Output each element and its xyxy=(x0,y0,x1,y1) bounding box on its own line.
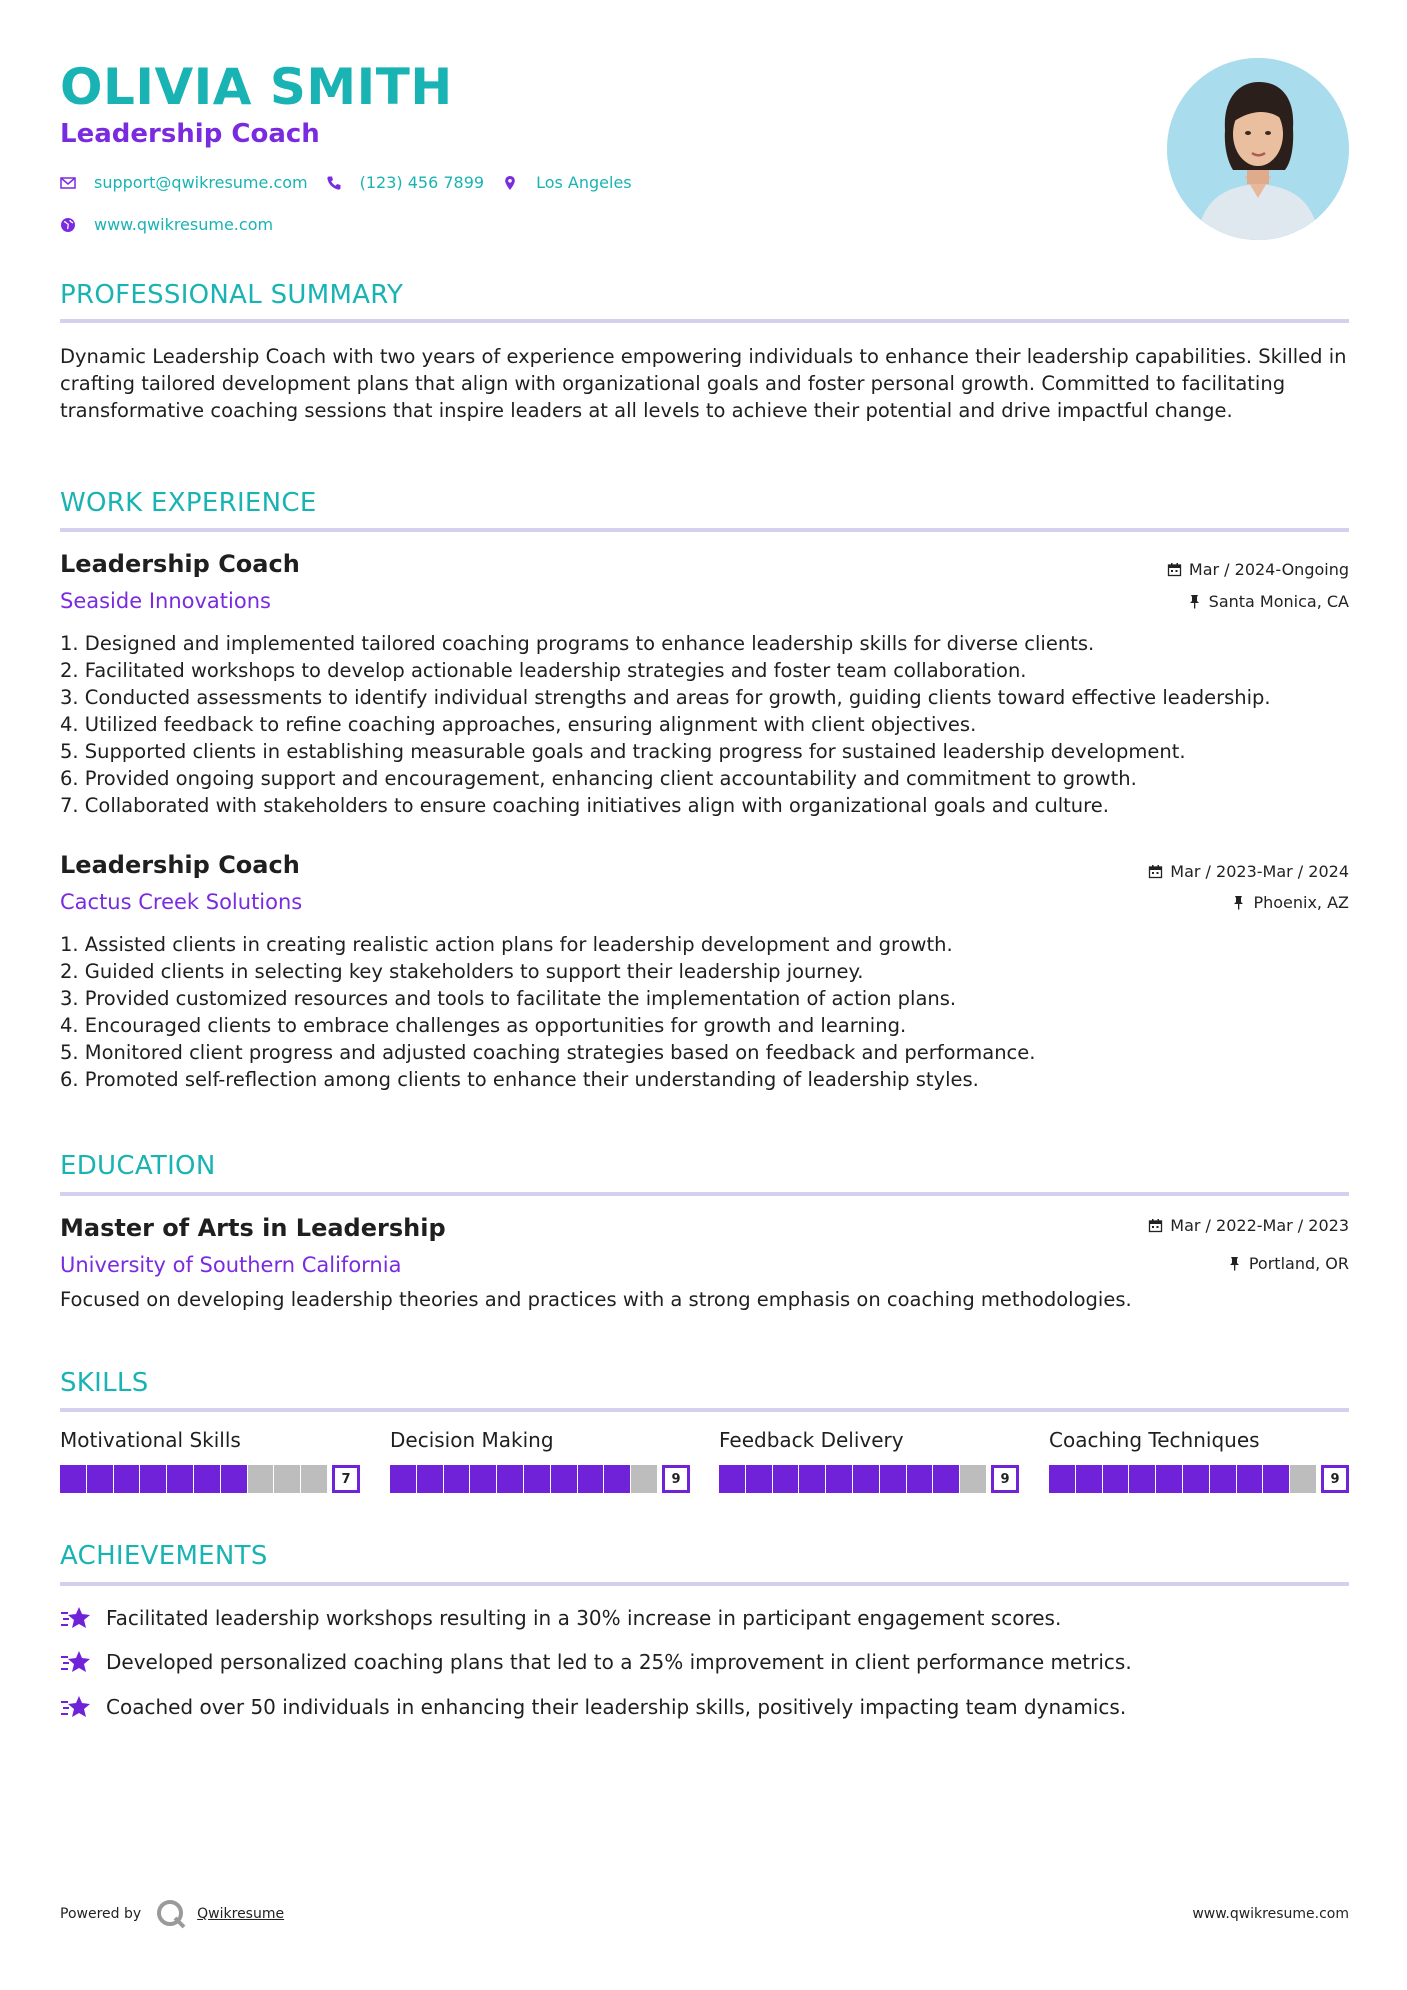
list-item: 7. Collaborated with stakeholders to ensure coaching initiatives align with organizational goals and culture. xyxy=(60,794,1109,817)
education-dates xyxy=(1148,1216,1349,1235)
contact-row xyxy=(60,173,650,192)
skill-level-bar xyxy=(1049,1464,1349,1494)
powered-by-label: Powered by xyxy=(60,1906,142,1922)
job-dates xyxy=(1167,560,1349,579)
skill-segment-filled xyxy=(578,1465,604,1493)
skill-segment-filled xyxy=(524,1465,550,1493)
skill-segment-empty xyxy=(631,1465,657,1493)
skill-segment-filled xyxy=(551,1465,577,1493)
achievements-heading: ACHIEVEMENTS xyxy=(60,1541,268,1571)
list-item: 1. Designed and implemented tailored coaching programs to enhance leadership skills for diverse clients. xyxy=(60,632,1095,655)
skill-score: 9 xyxy=(991,1465,1019,1493)
education-location xyxy=(1227,1254,1349,1273)
skill-segment-filled xyxy=(933,1465,959,1493)
job-dates-text: Mar / 2023-Mar / 2024 xyxy=(1170,862,1349,881)
list-item: 3. Provided customized resources and tools to facilitate the implementation of action plans. xyxy=(60,987,957,1010)
profile-photo xyxy=(1167,58,1349,240)
skill-level-bar xyxy=(719,1464,1019,1494)
qwikresume-logo-icon xyxy=(155,1898,187,1930)
degree-title: Master of Arts in Leadership xyxy=(60,1214,446,1242)
skill-segment-filled xyxy=(1156,1465,1182,1493)
skill-segment-filled xyxy=(221,1465,247,1493)
star-award-icon xyxy=(60,1648,92,1676)
footer-website[interactable]: www.qwikresume.com xyxy=(1192,1906,1349,1922)
qwikresume-link[interactable]: Qwikresume xyxy=(197,1906,285,1922)
map-pin-icon xyxy=(502,175,518,191)
skill-segment-filled xyxy=(390,1465,416,1493)
job-responsibilities xyxy=(60,931,1360,1093)
website-contact[interactable] xyxy=(60,215,273,234)
list-item: 2. Facilitated workshops to develop actionable leadership strategies and foster team collaboration. xyxy=(60,659,1027,682)
experience-heading: WORK EXPERIENCE xyxy=(60,488,317,518)
skill-segment-filled xyxy=(417,1465,443,1493)
skill-segment-filled xyxy=(826,1465,852,1493)
skill-segment-filled xyxy=(880,1465,906,1493)
skill-name: Decision Making xyxy=(390,1428,554,1452)
job-location xyxy=(1187,592,1349,611)
education-heading: EDUCATION xyxy=(60,1151,216,1181)
skill-item xyxy=(390,1428,690,1494)
achievement-item xyxy=(60,1604,1061,1632)
pushpin-icon xyxy=(1231,895,1246,910)
skill-segment-filled xyxy=(497,1465,523,1493)
list-item: 4. Encouraged clients to embrace challenges as opportunities for growth and learning. xyxy=(60,1014,907,1037)
pushpin-icon xyxy=(1187,594,1202,609)
list-item: 5. Supported clients in establishing measurable goals and tracking progress for sustained leadership development. xyxy=(60,740,1186,763)
job-location-text: Santa Monica, CA xyxy=(1208,592,1349,611)
list-item: 3. Conducted assessments to identify individual strengths and areas for growth, guiding clients toward effective leadership. xyxy=(60,686,1271,709)
star-award-icon xyxy=(60,1604,92,1632)
skill-segment-empty xyxy=(960,1465,986,1493)
education-description: Focused on developing leadership theories and practices with a strong emphasis on coaching methodologies. xyxy=(60,1288,1132,1311)
education-dates-text: Mar / 2022-Mar / 2023 xyxy=(1170,1216,1349,1235)
company-name: Seaside Innovations xyxy=(60,589,271,613)
phone-contact[interactable] xyxy=(326,173,484,192)
achievement-item xyxy=(60,1693,1126,1721)
job-title: Leadership Coach xyxy=(60,851,300,879)
skill-segment-filled xyxy=(604,1465,630,1493)
job-responsibilities xyxy=(60,630,1360,819)
skill-segment-filled xyxy=(799,1465,825,1493)
location-text: Los Angeles xyxy=(536,173,632,192)
job-location-text: Phoenix, AZ xyxy=(1253,893,1349,912)
skills-heading: SKILLS xyxy=(60,1368,149,1398)
skill-segment-filled xyxy=(60,1465,86,1493)
list-item: 2. Guided clients in selecting key stakeholders to support their leadership journey. xyxy=(60,960,864,983)
section-divider xyxy=(60,319,1349,323)
calendar-icon xyxy=(1148,1218,1163,1233)
section-divider xyxy=(60,1192,1349,1196)
skill-segment-empty xyxy=(274,1465,300,1493)
location-contact xyxy=(502,173,632,192)
skill-item xyxy=(60,1428,360,1494)
skill-segment-filled xyxy=(470,1465,496,1493)
skill-segment-filled xyxy=(140,1465,166,1493)
website-text: www.qwikresume.com xyxy=(94,215,274,234)
education-location-text: Portland, OR xyxy=(1248,1254,1349,1273)
skill-segment-filled xyxy=(1076,1465,1102,1493)
footer-powered-by xyxy=(60,1898,284,1930)
skill-segment-filled xyxy=(1263,1465,1289,1493)
skill-segment-filled xyxy=(114,1465,140,1493)
summary-text: Dynamic Leadership Coach with two years of experience empowering individuals to enhance their leadership capabilities. Skilled in crafting tailored development plans that align with organizational goals and foster personal growth. Committed to facilitating transformative coaching sessions that inspire leaders at all levels to achieve their potential and drive impactful change. xyxy=(60,345,1347,422)
skill-segment-filled xyxy=(1210,1465,1236,1493)
candidate-role: Leadership Coach xyxy=(60,119,320,149)
skill-segment-filled xyxy=(907,1465,933,1493)
skill-segment-filled xyxy=(1183,1465,1209,1493)
school-name: University of Southern California xyxy=(60,1253,402,1277)
star-award-icon xyxy=(60,1693,92,1721)
skill-segment-filled xyxy=(1103,1465,1129,1493)
calendar-icon xyxy=(1148,864,1163,879)
section-divider xyxy=(60,1582,1349,1586)
skill-segment-filled xyxy=(167,1465,193,1493)
list-item: 6. Provided ongoing support and encouragement, enhancing client accountability and commitment to growth. xyxy=(60,767,1137,790)
website-row xyxy=(60,215,291,234)
skill-segment-filled xyxy=(444,1465,470,1493)
skill-score: 9 xyxy=(1321,1465,1349,1493)
skill-segment-filled xyxy=(719,1465,745,1493)
skill-level-bar xyxy=(390,1464,690,1494)
summary-heading: PROFESSIONAL SUMMARY xyxy=(60,280,404,310)
skill-segment-filled xyxy=(1237,1465,1263,1493)
section-divider xyxy=(60,1408,1349,1412)
job-location xyxy=(1231,893,1349,912)
job-title: Leadership Coach xyxy=(60,550,300,578)
email-contact[interactable] xyxy=(60,173,308,192)
list-item: 5. Monitored client progress and adjusted coaching strategies based on feedback and performance. xyxy=(60,1041,1036,1064)
skill-name: Feedback Delivery xyxy=(719,1428,904,1452)
envelope-icon xyxy=(60,175,76,191)
skill-segment-empty xyxy=(248,1465,274,1493)
globe-icon xyxy=(60,217,76,233)
phone-text: (123) 456 7899 xyxy=(359,173,485,192)
achievement-text: Facilitated leadership workshops resulting in a 30% increase in participant engagement scores. xyxy=(106,1606,1062,1630)
skill-item xyxy=(1049,1428,1349,1494)
skill-segment-filled xyxy=(1129,1465,1155,1493)
company-name: Cactus Creek Solutions xyxy=(60,890,303,914)
skill-score: 7 xyxy=(332,1465,360,1493)
achievement-item xyxy=(60,1648,1132,1676)
calendar-icon xyxy=(1167,562,1182,577)
list-item: 1. Assisted clients in creating realistic action plans for leadership development and growth. xyxy=(60,933,953,956)
skill-segment-filled xyxy=(1049,1465,1075,1493)
section-divider xyxy=(60,528,1349,532)
job-dates-text: Mar / 2024-Ongoing xyxy=(1188,560,1349,579)
skill-score: 9 xyxy=(662,1465,690,1493)
skill-segment-filled xyxy=(746,1465,772,1493)
skill-item xyxy=(719,1428,1019,1494)
achievement-text: Coached over 50 individuals in enhancing their leadership skills, positively impacting team dynamics. xyxy=(106,1695,1127,1719)
job-dates xyxy=(1148,862,1349,881)
list-item: 4. Utilized feedback to refine coaching approaches, ensuring alignment with client objectives. xyxy=(60,713,977,736)
skill-segment-empty xyxy=(301,1465,327,1493)
skill-segment-filled xyxy=(773,1465,799,1493)
skill-segment-empty xyxy=(1290,1465,1316,1493)
email-text: support@qwikresume.com xyxy=(94,173,308,192)
skill-segment-filled xyxy=(87,1465,113,1493)
pushpin-icon xyxy=(1227,1256,1242,1271)
skill-name: Motivational Skills xyxy=(60,1428,241,1452)
skill-segment-filled xyxy=(194,1465,220,1493)
list-item: 6. Promoted self-reflection among clients to enhance their understanding of leadership styles. xyxy=(60,1068,979,1091)
skill-level-bar xyxy=(60,1464,360,1494)
skill-name: Coaching Techniques xyxy=(1049,1428,1260,1452)
phone-icon xyxy=(326,175,342,191)
achievement-text: Developed personalized coaching plans that led to a 25% improvement in client performance metrics. xyxy=(106,1650,1132,1674)
candidate-name: OLIVIA SMITH xyxy=(60,58,453,116)
skill-segment-filled xyxy=(853,1465,879,1493)
